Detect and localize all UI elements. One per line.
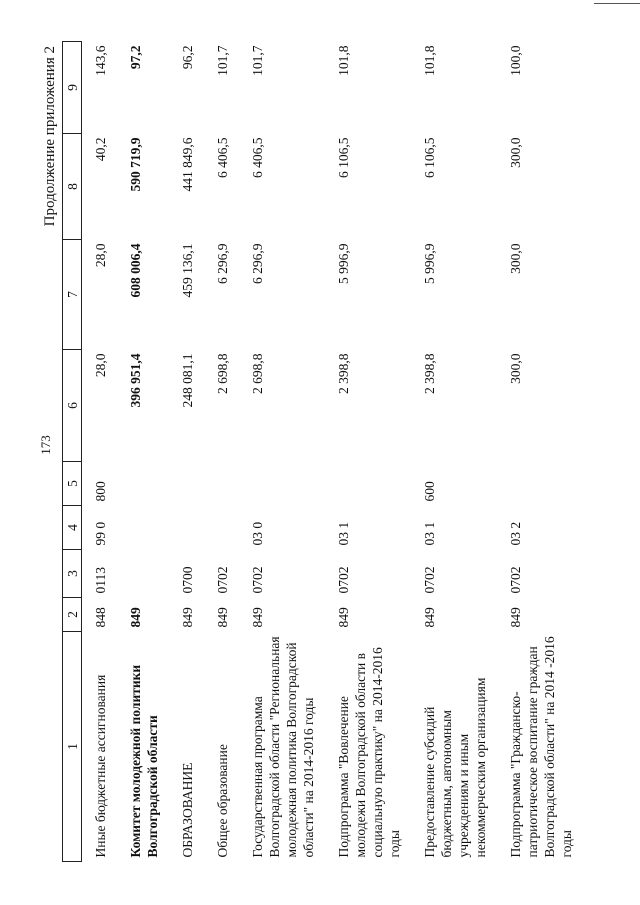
rotated-table-block (37, 42, 600, 862)
value-cell: 800 (93, 481, 108, 502)
value-cell (202, 462, 237, 506)
value-cell: 6 106,5 (336, 137, 351, 178)
table-row (82, 42, 116, 862)
col-header: 7 (63, 240, 82, 350)
value-cell (115, 506, 167, 550)
value-cell: 143,6 (93, 45, 108, 76)
value-cell: 0702 (250, 566, 265, 594)
value-cell: 40,2 (93, 137, 108, 162)
header-row (63, 42, 82, 862)
row-name-cell: Государственная программа Волгоградской области "Региональная молодежная политика Волгоградской области" на 2014-2016 годы (250, 636, 316, 858)
value-cell: 608 006,4 (128, 243, 143, 298)
value-cell: 03 1 (422, 521, 437, 546)
value-cell: 848 (93, 607, 108, 628)
value-cell: 03 1 (336, 521, 351, 546)
table-row (202, 42, 237, 862)
row-name-cell: ОБРАЗОВАНИЕ (180, 762, 195, 858)
row-name-cell: Иные бюджетные ассигнования (93, 674, 108, 858)
value-cell: 396 951,4 (128, 353, 143, 408)
value-cell: 5 996,9 (336, 243, 351, 284)
value-cell: 6 296,9 (215, 243, 230, 284)
col-header: 6 (63, 350, 82, 462)
value-cell: 849 (422, 607, 437, 628)
col-header: 3 (63, 550, 82, 598)
value-cell: 03 0 (250, 521, 265, 546)
value-cell: 2 698,8 (215, 353, 230, 394)
value-cell: 0702 (508, 566, 523, 594)
value-cell (115, 462, 167, 506)
value-cell: 5 996,9 (422, 243, 437, 284)
value-cell: 300,0 (508, 353, 523, 384)
value-cell: 2 398,8 (422, 353, 437, 394)
row-name-cell: Комитет молодежной политики Волгоградской области (128, 664, 160, 858)
row-name-cell: Подпрограмма "Вовлечение молодежи Волгоградской области в социальную практику" на 2014-2016 годы (336, 647, 402, 858)
table-row (495, 42, 581, 862)
value-cell: 28,0 (93, 353, 108, 378)
value-cell: 0113 (93, 567, 108, 594)
value-cell: 600 (422, 481, 437, 502)
value-cell (495, 462, 581, 506)
value-cell: 300,0 (508, 243, 523, 274)
value-cell: 849 (508, 607, 523, 628)
value-cell: 6 296,9 (250, 243, 265, 284)
value-cell: 03 2 (508, 521, 523, 546)
value-cell: 2 698,8 (250, 353, 265, 394)
value-cell: 99 0 (93, 521, 108, 546)
value-cell: 849 (250, 607, 265, 628)
value-cell: 849 (336, 607, 351, 628)
value-cell: 101,8 (336, 45, 351, 76)
row-name-cell: Общее образование (215, 744, 230, 858)
row-name-cell: Подпрограмма "Гражданско-патриотическое воспитание граждан Волгоградской области" на 2014 -2016 годы (508, 636, 574, 858)
value-cell: 0702 (215, 566, 230, 594)
value-cell (167, 506, 202, 550)
value-cell: 0700 (180, 566, 195, 594)
col-header: 5 (63, 462, 82, 506)
corner-rule (594, 3, 640, 4)
value-cell: 2 398,8 (336, 353, 351, 394)
col-header: 9 (63, 42, 82, 134)
value-cell: 101,7 (215, 45, 230, 76)
col-header: 8 (63, 134, 82, 240)
value-cell (115, 550, 167, 598)
col-header: 4 (63, 506, 82, 550)
page-number: 173 (37, 435, 53, 455)
value-cell: 590 719,9 (128, 137, 143, 192)
value-cell: 459 136,1 (180, 243, 195, 298)
value-cell: 849 (128, 607, 143, 628)
col-header: 2 (63, 598, 82, 632)
value-cell: 28,0 (93, 243, 108, 268)
value-cell: 6 406,5 (215, 137, 230, 178)
value-cell: 0702 (336, 566, 351, 594)
value-cell (323, 462, 409, 506)
value-cell (167, 462, 202, 506)
value-cell: 248 081,1 (180, 353, 195, 408)
table-row (167, 42, 202, 862)
table-row (323, 42, 409, 862)
table-row (409, 42, 495, 862)
value-cell: 6 106,5 (422, 137, 437, 178)
value-cell: 300,0 (508, 137, 523, 168)
table-row (237, 42, 323, 862)
value-cell: 849 (215, 607, 230, 628)
value-cell: 101,8 (422, 45, 437, 76)
value-cell: 100,0 (508, 45, 523, 76)
value-cell: 0702 (422, 566, 437, 594)
value-cell: 97,2 (128, 45, 143, 70)
value-cell: 441 849,6 (180, 137, 195, 192)
col-header: 1 (63, 632, 82, 862)
table-row (115, 42, 167, 862)
value-cell: 96,2 (180, 45, 195, 70)
continuation-label: Продолжение приложения 2 (42, 46, 58, 227)
value-cell: 6 406,5 (250, 137, 265, 178)
value-cell: 101,7 (250, 45, 265, 76)
value-cell (202, 506, 237, 550)
budget-table (62, 41, 581, 862)
value-cell: 849 (180, 607, 195, 628)
value-cell (237, 462, 323, 506)
row-name-cell: Предоставление субсидий бюджетным, автономным учреждениям и иным некоммерческим организациям (422, 677, 488, 858)
